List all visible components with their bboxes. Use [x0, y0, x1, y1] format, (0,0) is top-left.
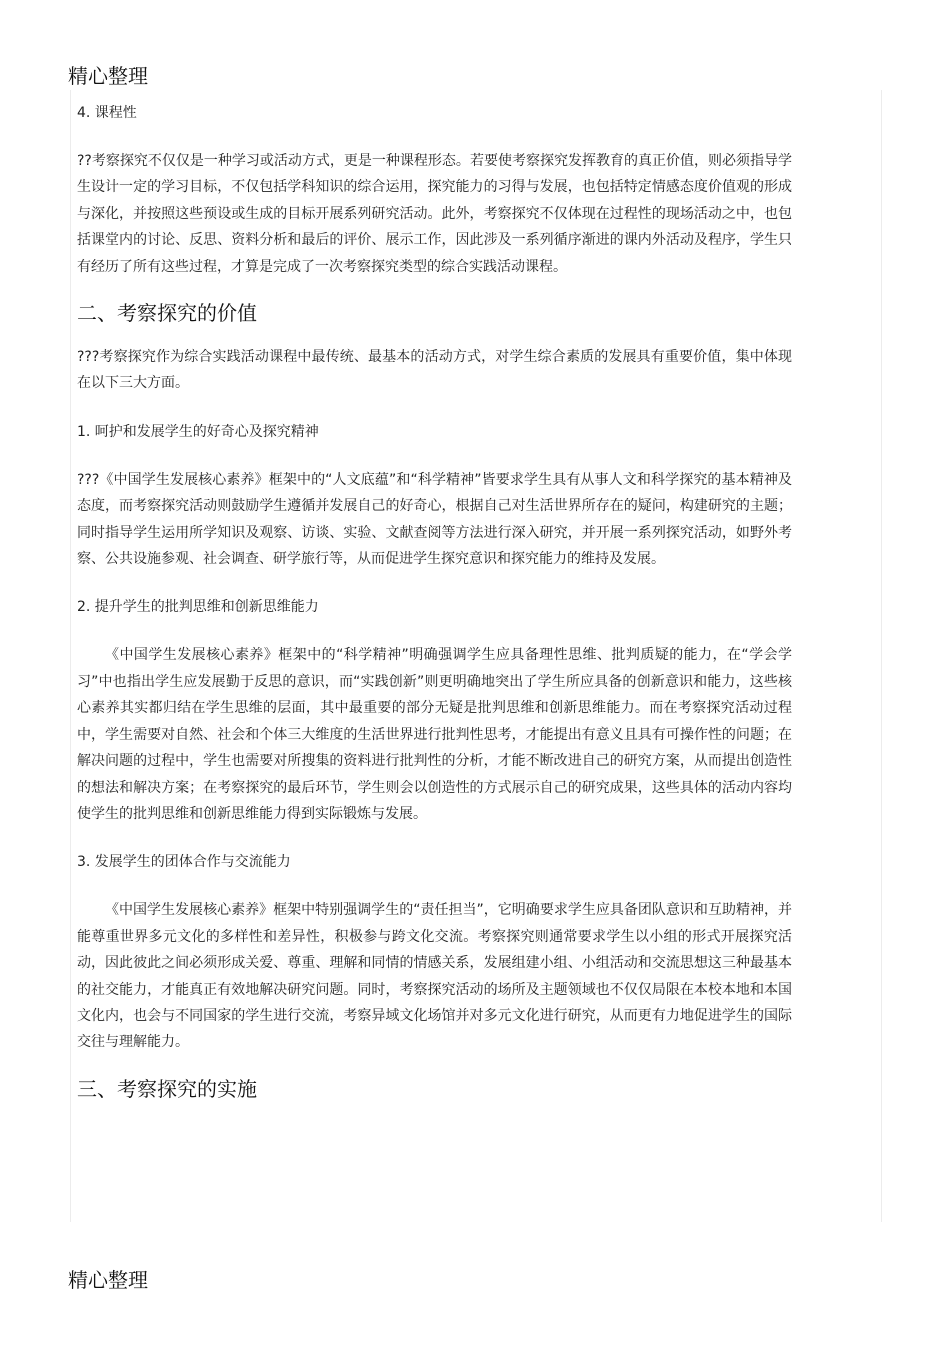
section-2-intro: ???考察探究作为综合实践活动课程中最传统、最基本的活动方式，对学生综合素质的发展具有重要价值，集中体现在以下三大方面。: [77, 349, 792, 392]
value-3-title: 3. 发展学生的团体合作与交流能力: [77, 854, 291, 871]
document-body: [77, 100, 792, 1104]
page-header-label: 精心整理: [68, 64, 148, 88]
item-4-title: 4. 课程性: [77, 105, 137, 121]
item-4-paragraph: ??考察探究不仅仅是一种学习或活动方式，更是一种课程形态。若要使考察探究发挥教育的真正价值，则必须指导学生设计一定的学习目标，不仅包括学科知识的综合运用，探究能力的习得与发展，也包括特定情感态度价值观的形成与深化，并按照这些预设或生成的目标开展系列研究活动。此外，考察探究不仅体现在过程性的现场活动之中，也包括课堂内的讨论、反思、资料分析和最后的评价、展示工作，因此涉及一系列循序渐进的课内外活动及程序，学生只有经历了所有这些过程，才算是完成了一次考察探究类型的综合实践活动课程。: [77, 153, 792, 275]
value-2-paragraph: 《中国学生发展核心素养》框架中的“科学精神”明确强调学生应具备理性思维、批判质疑的能力，在“学会学习”中也指出学生应发展勤于反思的意识，而“实践创新”则更明确地突出了学生所应具备的创新意识和能力，这些核心素养其实都归结在学生思维的层面，其中最重要的部分无疑是批判思维和创新思维能力。而在考察探究活动过程中，学生需要对自然、社会和个体三大维度的生活世界进行批判性思考，才能提出有意义且具有可操作性的问题；在解决问题的过程中，学生也需要对所搜集的资料进行批判性的分析，才能不断改进自己的研究方案，从而提出创造性的想法和解决方案；在考察探究的最后环节，学生则会以创造性的方式展示自己的研究成果，这些具体的活动内容均使学生的批判思维和创新思维能力得到实际锻炼与发展。: [77, 647, 792, 822]
value-2-title: 2. 提升学生的批判思维和创新思维能力: [77, 599, 319, 616]
value-3-paragraph: 《中国学生发展核心素养》框架中特别强调学生的“责任担当”，它明确要求学生应具备团队意识和互助精神，并能尊重世界多元文化的多样性和差异性，积极参与跨文化交流。考察探究则通常要求学生以小组的形式开展探究活动，因此彼此之间必须形成关爱、尊重、理解和同情的情感关系，发展组建小组、小组活动和交流思想这三种最基本的社交能力，才能真正有效地解决研究问题。同时，考察探究活动的场所及主题领域也不仅仅局限在本校本地和本国文化内，也会与不同国家的学生进行交流，考察异域文化场馆并对多元文化进行研究，从而更有力地促进学生的国际交往与理解能力。: [77, 902, 792, 1051]
page-footer-label: 精心整理: [68, 1268, 148, 1292]
section-3-heading: 三、考察探究的实施: [77, 1076, 257, 1101]
value-1-title: 1. 呵护和发展学生的好奇心及探究精神: [77, 423, 319, 440]
value-1-paragraph: ???《中国学生发展核心素养》框架中的“人文底蕴”和“科学精神”皆要求学生具有从事人文和科学探究的基本精神及态度，而考察探究活动则鼓励学生遵循并发展自己的好奇心，根据自己对生活世界所存在的疑问，构建研究的主题；同时指导学生运用所学知识及观察、访谈、实验、文献查阅等方法进行深入研究，并开展一系列探究活动，如野外考察、公共设施参观、社会调查、研学旅行等，从而促进学生探究意识和探究能力的维持及发展。: [77, 471, 792, 568]
section-2-heading: 二、考察探究的价值: [77, 301, 257, 326]
